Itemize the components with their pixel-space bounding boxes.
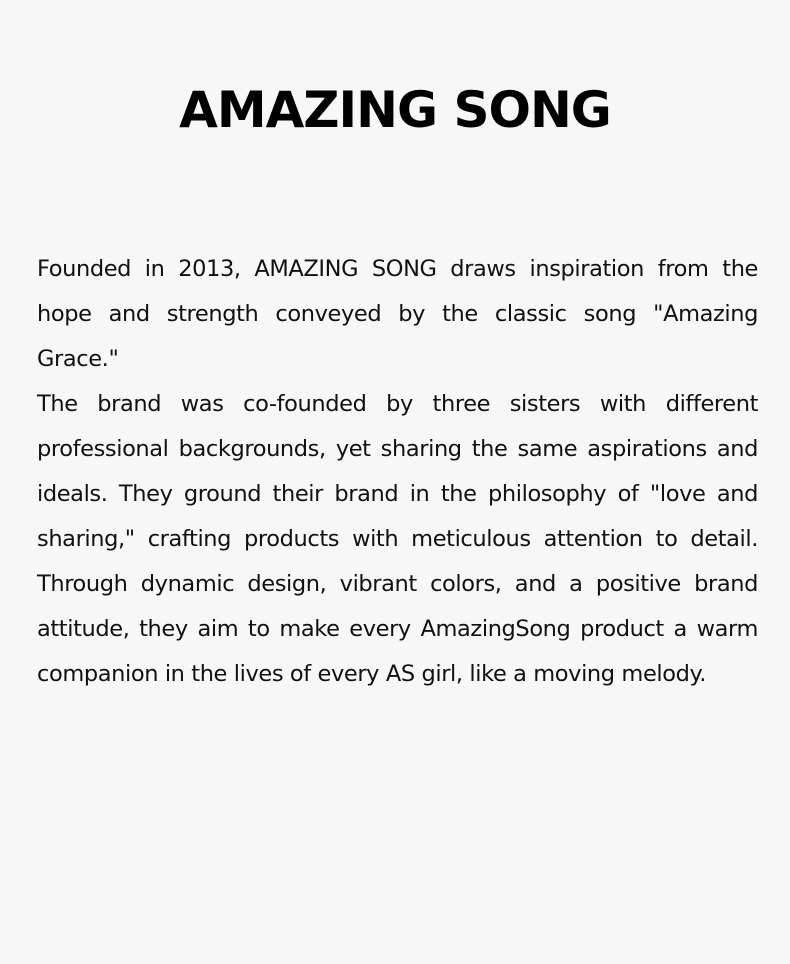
brand-title: AMAZING SONG <box>179 81 611 139</box>
brand-story-text <box>37 247 758 697</box>
story-paragraph-founding: Founded in 2013, AMAZING SONG draws inspiration from the hope and strength conveyed by the classic song "Amazing Grace." <box>37 256 758 372</box>
story-paragraph-founders: The brand was co-founded by three sisters with different professional backgrounds, yet sharing the same aspirations and ideals. They ground their brand in the philosophy of "love and sharing," crafting products with meticulous attention to detail. Through dynamic design, vibrant colors, and a positive brand attitude, they aim to make every AmazingSong product a warm companion in the lives of every AS girl, like a moving melody. <box>37 391 758 687</box>
